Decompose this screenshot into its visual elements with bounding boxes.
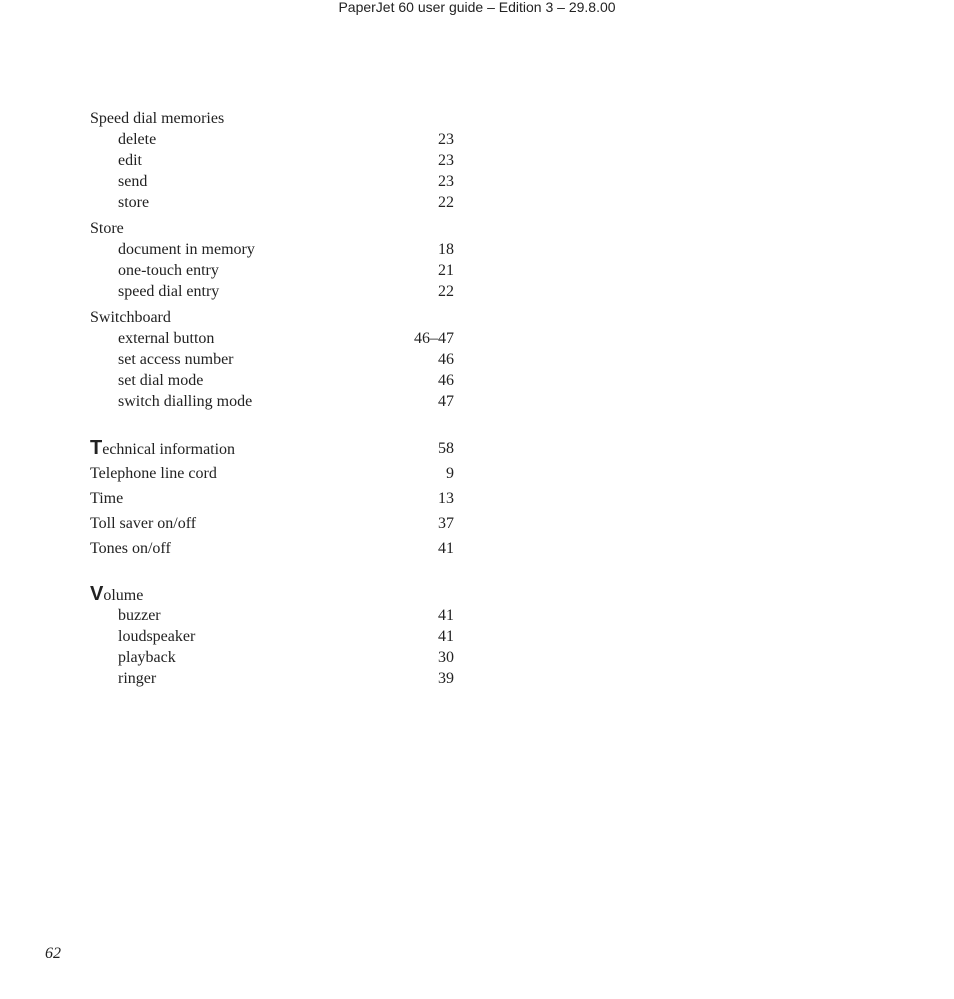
index-term-rest: echnical information (102, 441, 236, 458)
index-term: Toll saver on/off (90, 515, 197, 532)
index-entry (90, 307, 454, 328)
section-initial: V (90, 583, 104, 605)
index-subterm: delete (118, 131, 157, 148)
index-page-ref: 41 (438, 628, 454, 645)
index-page-ref: 23 (438, 173, 454, 190)
index-page-ref: 58 (438, 440, 454, 457)
index-entry (90, 438, 454, 459)
index-page-ref: 39 (438, 670, 454, 687)
index-subentry (90, 391, 454, 412)
index-subentry (90, 626, 454, 647)
index-entry (90, 513, 454, 534)
index-page-ref: 41 (438, 540, 454, 557)
index-term: Time (90, 490, 124, 507)
index-subentry (90, 150, 454, 171)
index-entry (90, 218, 454, 239)
index-page-ref: 30 (438, 649, 454, 666)
index-subterm: set access number (118, 351, 234, 368)
index-page-ref: 9 (446, 465, 454, 482)
index-subentry (90, 370, 454, 391)
index-group-volume (90, 584, 454, 689)
index-entry (90, 463, 454, 484)
index-group-switchboard (90, 307, 454, 412)
index-column (90, 108, 454, 694)
section-spacer (90, 563, 454, 584)
index-term: Tones on/off (90, 540, 171, 557)
index-subterm: external button (118, 330, 215, 347)
index-page-ref: 22 (438, 283, 454, 300)
index-term (90, 584, 143, 606)
index-subentry (90, 647, 454, 668)
index-subterm: speed dial entry (118, 283, 220, 300)
index-subterm: switch dialling mode (118, 393, 253, 410)
index-page-ref: 47 (438, 393, 454, 410)
index-term-rest: olume (103, 587, 144, 604)
index-page-ref: 41 (438, 607, 454, 624)
index-term: Store (90, 220, 124, 237)
index-subentry (90, 349, 454, 370)
index-entry (90, 488, 454, 509)
index-term (90, 438, 235, 460)
index-subterm: store (118, 194, 150, 211)
index-subterm: edit (118, 152, 142, 169)
index-page-ref: 13 (438, 490, 454, 507)
index-page-ref: 23 (438, 152, 454, 169)
index-page-ref: 46 (438, 351, 454, 368)
index-group-store (90, 218, 454, 302)
section-spacer (90, 417, 454, 438)
index-subterm: set dial mode (118, 372, 204, 389)
index-subentry (90, 260, 454, 281)
index-subentry (90, 281, 454, 302)
index-term: Speed dial memories (90, 110, 225, 127)
index-subentry (90, 171, 454, 192)
section-initial: T (90, 437, 103, 459)
index-subentry (90, 668, 454, 689)
index-subterm: buzzer (118, 607, 161, 624)
running-header: PaperJet 60 user guide – Edition 3 – 29.8.00 (338, 0, 616, 15)
index-page-ref: 18 (438, 241, 454, 258)
index-page-ref: 22 (438, 194, 454, 211)
index-subentry (90, 605, 454, 626)
index-page-ref: 46–47 (414, 330, 454, 347)
index-subterm: document in memory (118, 241, 255, 258)
index-subterm: ringer (118, 670, 157, 687)
index-term: Switchboard (90, 309, 171, 326)
index-subterm: playback (118, 649, 176, 666)
index-subterm: send (118, 173, 148, 190)
index-page-ref: 37 (438, 515, 454, 532)
index-page-ref: 23 (438, 131, 454, 148)
index-subterm: loudspeaker (118, 628, 196, 645)
index-subterm: one-touch entry (118, 262, 219, 279)
index-subentry (90, 328, 454, 349)
index-page-ref: 21 (438, 262, 454, 279)
index-subentry (90, 129, 454, 150)
index-subentry (90, 192, 454, 213)
index-term: Telephone line cord (90, 465, 217, 482)
index-subentry (90, 239, 454, 260)
index-page-ref: 46 (438, 372, 454, 389)
index-entry (90, 108, 454, 129)
page-number: 62 (45, 945, 61, 962)
index-entry (90, 584, 454, 605)
index-group-speed-dial (90, 108, 454, 213)
index-entry (90, 538, 454, 559)
